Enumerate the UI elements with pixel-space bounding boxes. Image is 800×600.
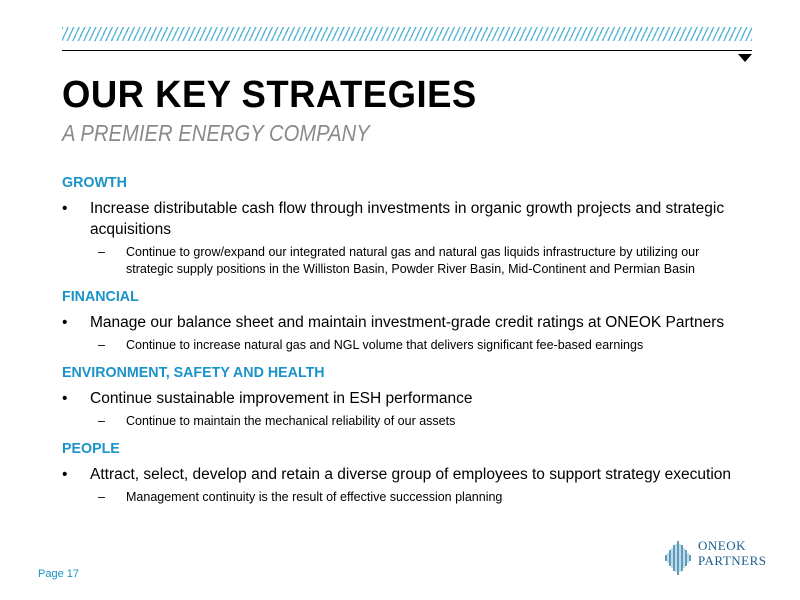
oneok-flame-logo-icon (662, 538, 694, 578)
bullet-item (62, 464, 742, 485)
section-heading: PEOPLE (62, 440, 120, 457)
sub-bullet-text: Continue to maintain the mechanical reliability of our assets (126, 414, 456, 428)
bullet-item (62, 388, 742, 409)
dash-marker: – (98, 338, 105, 352)
sub-bullet-text: Continue to increase natural gas and NGL volume that delivers significant fee-based earnings (126, 338, 644, 352)
logo-line-1: ONEOK (698, 538, 746, 553)
dash-marker: – (98, 490, 105, 504)
triangle-down-icon (738, 54, 752, 62)
section-financial (62, 288, 742, 354)
section-growth (62, 174, 742, 278)
sub-bullet-text: Management continuity is the result of effective succession planning (126, 490, 503, 504)
strategy-list (62, 174, 742, 516)
sub-bullet-item (62, 413, 742, 430)
sub-bullet-item (62, 337, 742, 354)
header-rule (62, 50, 752, 51)
dash-marker: – (98, 414, 105, 428)
dash-marker: – (98, 245, 105, 259)
bullet-text: Increase distributable cash flow through investments in organic growth projects and strategic acquisitions (90, 200, 725, 238)
bullet-item (62, 198, 742, 240)
bullet-item (62, 312, 742, 333)
page-subtitle: A PREMIER ENERGY COMPANY (62, 120, 370, 146)
oneok-partners-logo (662, 538, 772, 578)
logo-wordmark (698, 538, 767, 568)
section-people (62, 440, 742, 506)
bullet-text: Attract, select, develop and retain a diverse group of employees to support strategy execution (90, 466, 732, 483)
section-heading: ENVIRONMENT, SAFETY AND HEALTH (62, 364, 325, 381)
sub-bullet-item (62, 489, 742, 506)
section-heading: GROWTH (62, 174, 127, 191)
bullet-marker: • (62, 390, 68, 407)
section-heading: FINANCIAL (62, 288, 139, 305)
section-esh (62, 364, 742, 430)
bullet-text: Manage our balance sheet and maintain investment-grade credit ratings at ONEOK Partners (90, 314, 725, 331)
logo-line-2: PARTNERS (698, 553, 767, 568)
bullet-marker: • (62, 314, 68, 331)
sub-bullet-text: Continue to grow/expand our integrated natural gas and natural gas liquids infrastructure by utilizing our strategic supply positions in the Williston Basin, Powder River Basin, Mid-Continent and Permian Basin (126, 245, 700, 276)
page-title: OUR KEY STRATEGIES (62, 74, 477, 116)
bullet-marker: • (62, 200, 68, 217)
bullet-text: Continue sustainable improvement in ESH performance (90, 390, 473, 407)
page-number: Page 17 (38, 568, 79, 580)
sub-bullet-item (62, 244, 742, 278)
decorative-hatch-band (62, 27, 752, 41)
bullet-marker: • (62, 466, 68, 483)
